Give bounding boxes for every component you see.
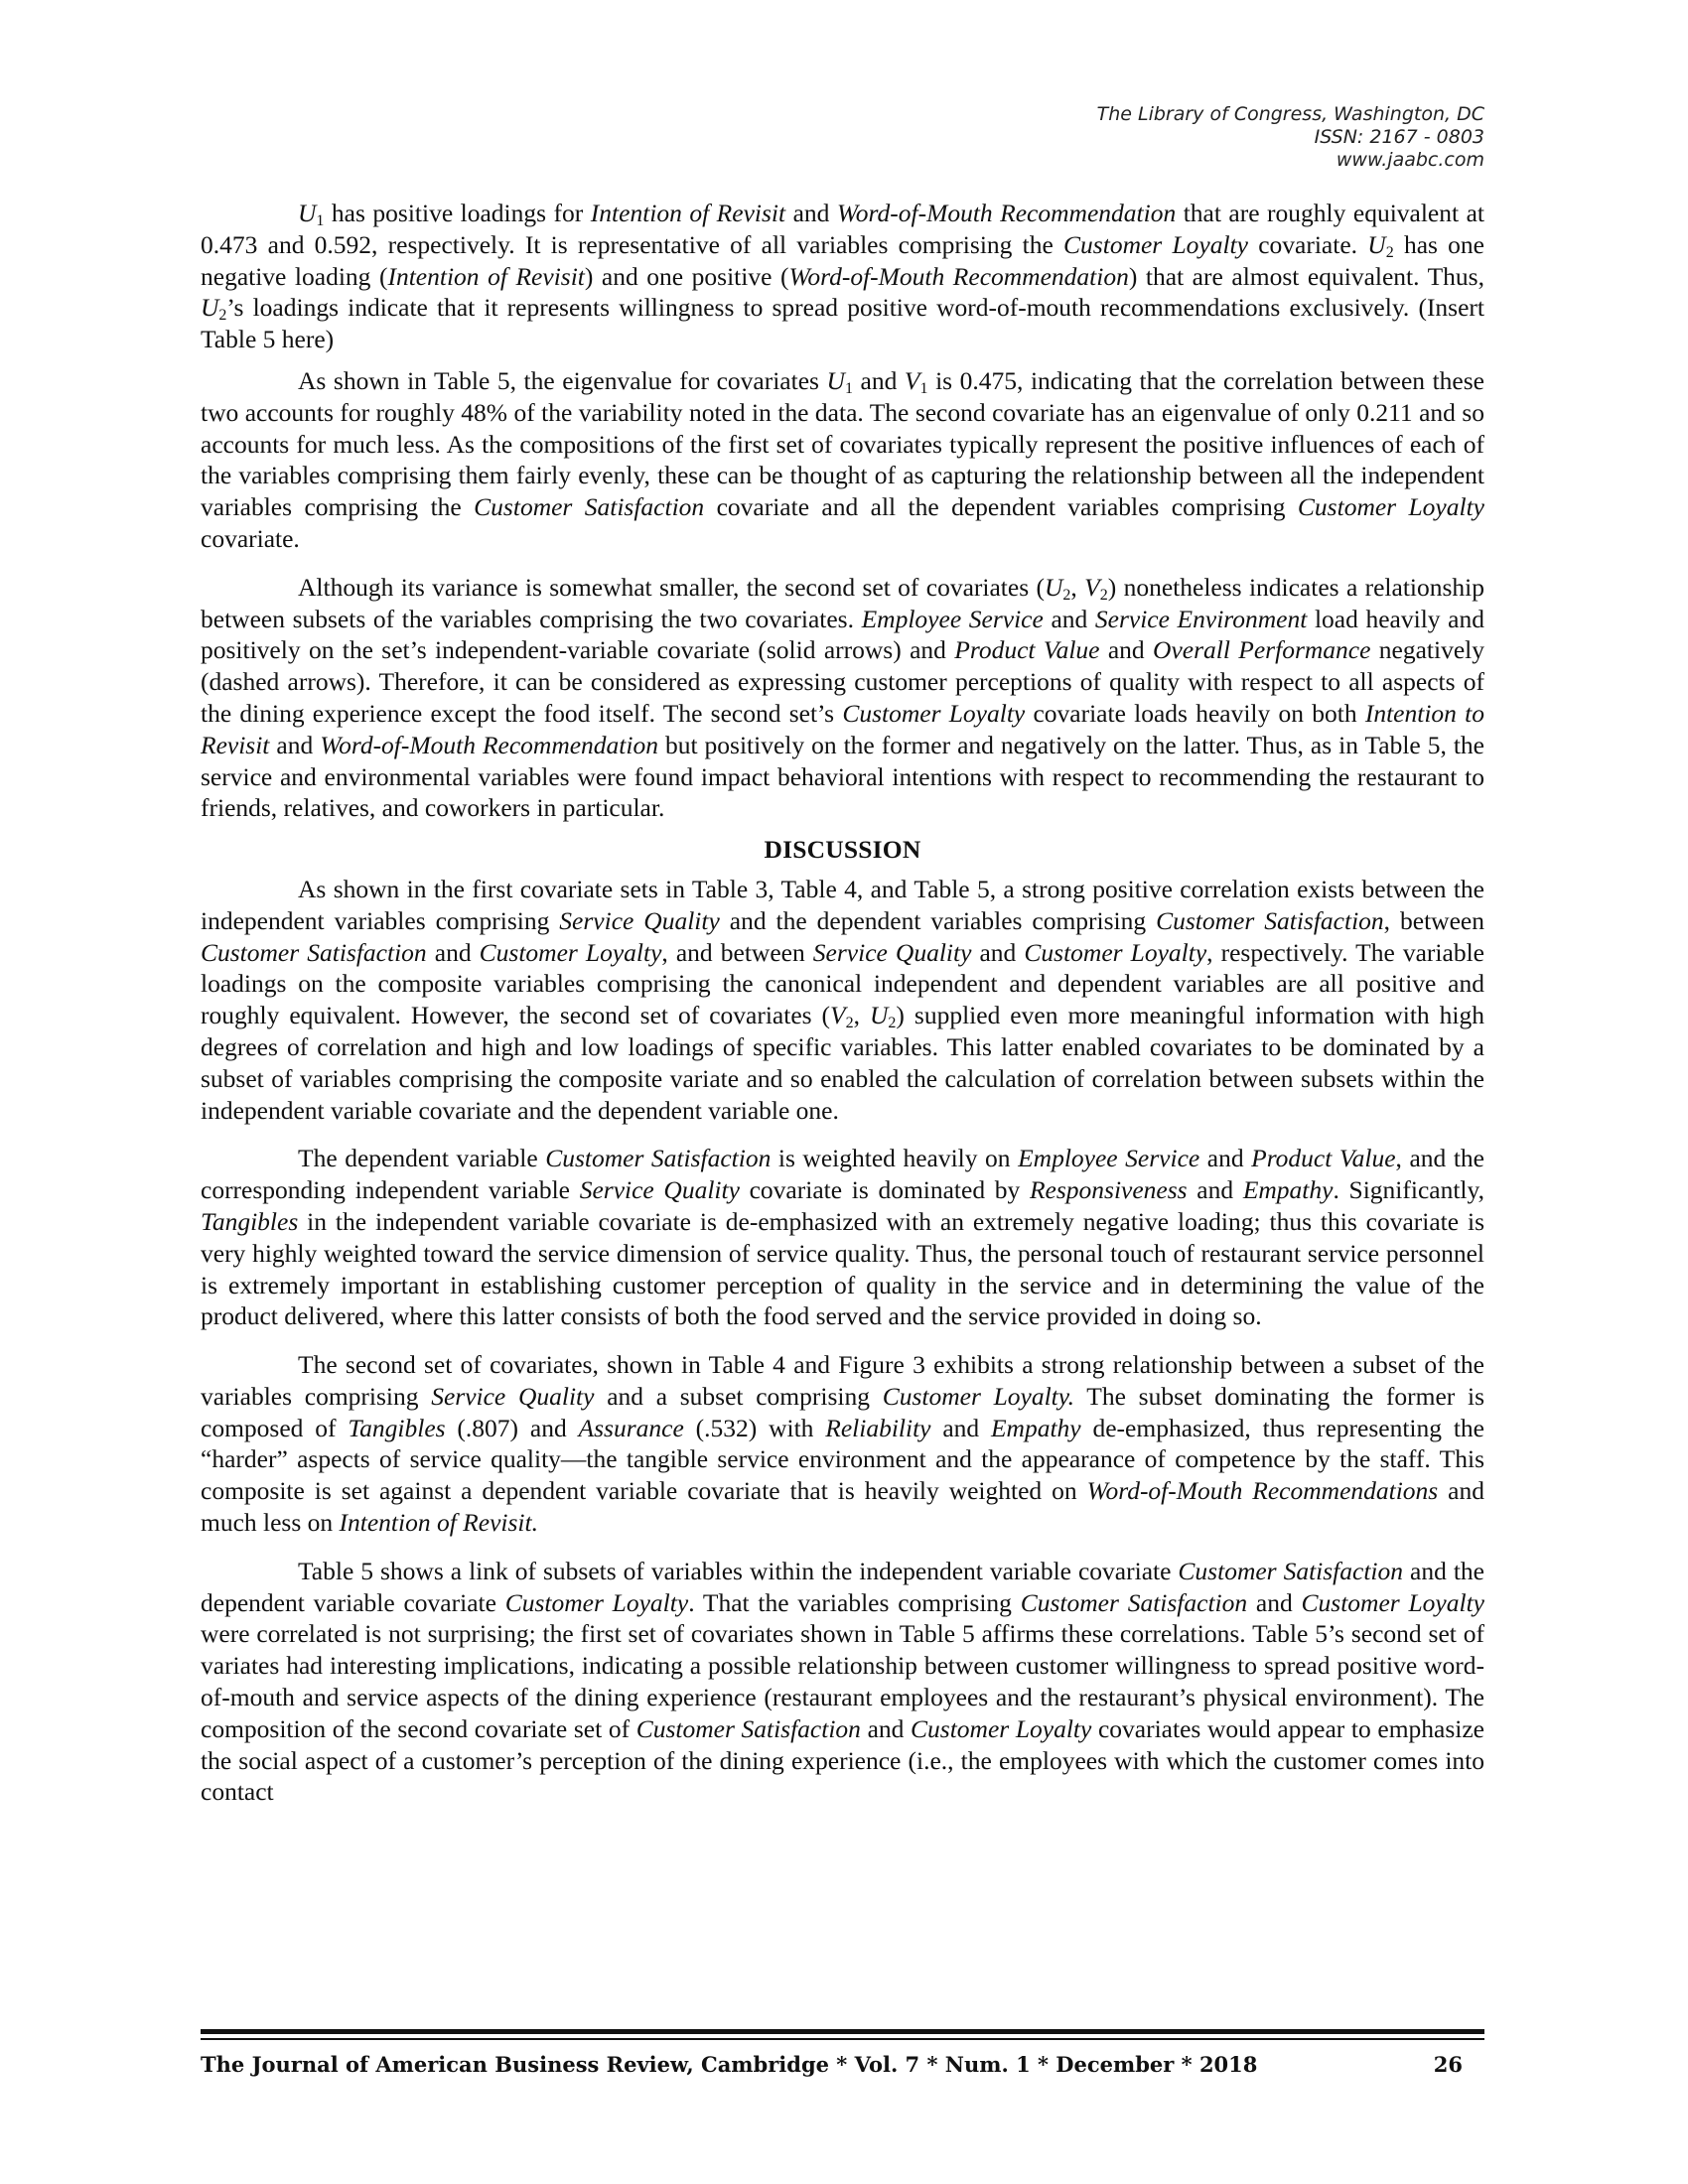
text-run: has positive loadings for [324,199,591,227]
text-run: is weighted heavily on [771,1144,1019,1173]
italic-term: Product Value [954,635,1100,665]
italic-term: Tangibles [348,1413,446,1442]
text-run: and [1199,1144,1252,1173]
italic-term: Service Environment [1094,604,1308,633]
italic-term: Customer Loyalty [1024,937,1207,967]
header-website: www.jaabc.com [1336,149,1484,171]
text-run: and the dependent variables comprising [719,905,1157,935]
italic-term: Intention of Revisit [387,261,585,291]
text-run: , respectively. The variable loadings on the composite variables comprising the canonical independent and dependent variables are all positive and roughly equivalent. However, the second set of covariates ( [201,937,1484,1030]
italic-term: Responsiveness [1029,1175,1188,1205]
text-run: , and the corresponding independent variable [201,1144,1484,1205]
italic-term: Intention of Revisit [590,199,786,227]
text-run: (.532) with [683,1413,826,1442]
text-run: and [785,199,837,227]
text-run: covariate and all the dependent variables comprising [704,492,1298,522]
subscript: 2 [845,1015,854,1032]
text-run: . Significantly, [1333,1175,1484,1205]
math-variable: V [830,1001,846,1030]
text-run: were correlated is not surprising; the first set of covariates shown in Table 5 affirms these correlations. Table 5’s second set of variates had interesting implications, indicating a possible relationship between customer willingness to spread positive word-of-mouth and service aspects of the dining experience (restaurant employees and the restaurant’s physical environment). The composition of the second covariate set of [201,1619,1484,1743]
italic-term: Product Value [1251,1144,1396,1173]
article-body [201,198,1484,1825]
text-run: As shown in Table 5, the eigenvalue for covariates [298,365,827,395]
paragraph [201,1556,1484,1808]
italic-term: Customer Satisfaction [1178,1556,1404,1585]
text-run: and [971,937,1025,967]
text-run: load heavily and positively on the set’s independent-variable covariate (solid arrows) and [201,604,1484,665]
text-run: , [1070,572,1085,602]
text-run: but positively on the former and negatively on the latter. Thus, as in Table 5, the service and environmental variables were found impact behavioral intentions with respect to recommending the restaurant to friends, relatives, and coworkers in particular. [201,730,1484,823]
italic-term: Empathy [990,1413,1081,1442]
text-run: ) supplied even more meaningful information with high degrees of correlation and high and low loadings of specific variables. This latter enabled covariates to be dominated by a subset of variables comprising the composite variate and so enabled the calculation of correlation between subsets within the independent variable covariate and the dependent variable one. [201,1001,1484,1125]
italic-term: Customer Satisfaction [635,1713,861,1743]
italic-term: Service Quality [431,1381,595,1411]
text-run: and [1043,604,1095,633]
paragraph [201,1349,1484,1539]
text-run: The subset dominating the former is composed of [201,1381,1484,1442]
text-run: and [852,365,905,395]
text-run: . That the variables comprising [688,1587,1021,1617]
text-run: and the dependent variable covariate [201,1556,1484,1617]
text-run: covariates would appear to emphasize the social aspect of a customer’s perception of the dining experience (i.e., the employees with which the customer comes into contact [201,1713,1484,1807]
paragraph [201,1143,1484,1332]
italic-term: Tangibles [201,1206,299,1236]
text-run: and [1099,635,1154,665]
text-run: , and between [661,937,813,967]
italic-term: Customer Loyalty [479,937,662,967]
italic-term: Empathy [1242,1175,1334,1205]
header-issn: ISSN: 2167 - 0803 [1314,126,1484,148]
math-variable: U [1045,572,1063,602]
subscript: 2 [1385,243,1394,261]
subscript: 2 [1099,586,1108,604]
italic-term: Customer Satisfaction [1156,905,1384,935]
text-run: The second set of covariates, shown in Table 4 and Figure 3 exhibits a strong relationship between a subset of the variables comprising [201,1350,1484,1411]
paragraph [201,572,1484,824]
running-footer [201,2049,1484,2081]
footer-rule-thick [201,2029,1484,2034]
text-run: and [269,730,321,759]
italic-term: Customer Satisfaction [201,937,427,967]
italic-term: Service Quality [559,905,720,935]
footer-journal-citation: The Journal of American Business Review, Cambridge * Vol. 7 * Num. 1 * December * 2018 [201,2052,1258,2077]
text-run: As shown in the first covariate sets in Table 3, Table 4, and Table 5, a strong positive correlation exists between the independent variables comprising [201,874,1484,935]
italic-term: Customer Loyalty [504,1587,689,1617]
text-run: covariate loads heavily on both [1025,698,1365,728]
italic-term: Service Quality [812,937,972,967]
math-variable: U [298,199,317,227]
text-run: in the independent variable covariate is de-emphasized with an extremely negative loading; thus this covariate is very highly weighted toward the service dimension of service quality. Thus, the personal touch of restaurant service personnel is extremely important in establishing customer perception of quality in the service and in determining the value of the product delivered, where this latter consists of both the food served and the service provided in doing so. [201,1206,1484,1331]
text-run: de-emphasized, thus representing the “harder” aspects of service quality—the tangible service environment and the appearance of competence by the staff. This composite is set against a dependent variable covariate that is heavily weighted on [201,1413,1484,1506]
footer-rule-thin [201,2038,1484,2040]
text-run: covariate. [201,523,300,553]
page-number: 26 [1433,2052,1463,2077]
text-run: ) and one positive ( [584,261,789,291]
text-run: , between [1383,905,1484,935]
italic-term: Word-of-Mouth Recommendation [320,730,658,759]
math-variable: V [1084,572,1100,602]
header-publisher: The Library of Congress, Washington, DC [1096,103,1484,125]
subscript: 1 [844,379,853,397]
text-run: is 0.475, indicating that the correlation between these two accounts for roughly 48% of the variability noted in the data. The second covariate has an eigenvalue of only 0.211 and so accounts for much less. As the compositions of the first set of covariates typically represent the positive influences of each of the variables comprising them fairly evenly, these can be thought of as capturing the relationship between all the independent variables comprising the [201,365,1484,522]
text-run: , [853,1001,870,1030]
subscript: 1 [316,212,325,229]
italic-term: Customer Loyalty [842,698,1026,728]
text-run: and [1247,1587,1302,1617]
italic-term: Word-of-Mouth Recommendation [836,199,1177,227]
running-header [789,103,1484,172]
text-run: covariate. [1247,229,1368,259]
math-variable: U [201,293,219,323]
subscript: 2 [218,307,227,325]
text-run: and [930,1413,991,1442]
paragraph [201,198,1484,355]
math-variable: U [826,365,845,395]
text-run: negatively (dashed arrows). Therefore, it can be considered as expressing customer perceptions of quality with respect to all aspects of the dining experience except the food itself. The second set’s [201,635,1484,728]
italic-term: Overall Performance [1153,635,1371,665]
text-run: that are roughly equivalent at 0.473 and 0.592, respectively. It is representative of all variables comprising the [201,199,1484,259]
italic-term: Customer Loyalty. [882,1381,1075,1411]
text-run: and [1187,1175,1243,1205]
italic-term: Customer Satisfaction [474,492,705,522]
italic-term: Service Quality [579,1175,740,1205]
section-heading: DISCUSSION [764,835,921,865]
paragraph [201,365,1484,555]
paragraph [201,874,1484,1126]
text-run: The dependent variable [298,1144,546,1173]
text-run: has one negative loading ( [201,229,1485,291]
italic-term: Customer Satisfaction [545,1144,772,1173]
italic-term: Customer Satisfaction [1020,1587,1248,1617]
text-run: and [426,937,480,967]
italic-term: Employee Service [1018,1144,1200,1173]
text-run: and a subset comprising [594,1381,883,1411]
math-variable: U [1367,229,1386,259]
text-run: covariate is dominated by [739,1175,1030,1205]
text-run: and [860,1713,912,1743]
italic-term: Word-of-Mouth Recommendation [788,261,1129,291]
italic-term: Customer Loyalty [911,1713,1092,1743]
text-run: ) that are almost equivalent. Thus, [1128,261,1484,291]
subscript: 2 [888,1015,897,1032]
math-variable: V [904,365,920,395]
text-run: Although its variance is somewhat smaller, the second set of covariates ( [298,572,1045,602]
italic-term: Intention to Revisit [201,698,1484,759]
math-variable: U [870,1001,889,1030]
italic-term: Intention of Revisit. [339,1508,538,1538]
subscript: 2 [1062,586,1071,604]
italic-term: Customer Loyalty [1063,229,1248,259]
italic-term: Reliability [825,1413,931,1442]
italic-term: Employee Service [861,604,1044,633]
italic-term: Customer Loyalty [1297,492,1484,522]
text-run: and much less on [201,1476,1484,1538]
text-run: (.807) and [445,1413,579,1442]
italic-term: Word-of-Mouth Recommendations [1086,1476,1439,1506]
italic-term: Assurance [578,1413,684,1442]
italic-term: Customer Loyalty [1301,1587,1484,1617]
text-run: Table 5 shows a link of subsets of variables within the independent variable covariate [298,1556,1179,1585]
subscript: 1 [919,379,928,397]
text-run: ) nonetheless indicates a relationship between subsets of the variables comprising the two covariates. [201,572,1485,633]
text-run: ’s loadings indicate that it represents willingness to spread positive word-of-mouth recommendations exclusively. (Insert Table 5 here) [201,293,1484,354]
